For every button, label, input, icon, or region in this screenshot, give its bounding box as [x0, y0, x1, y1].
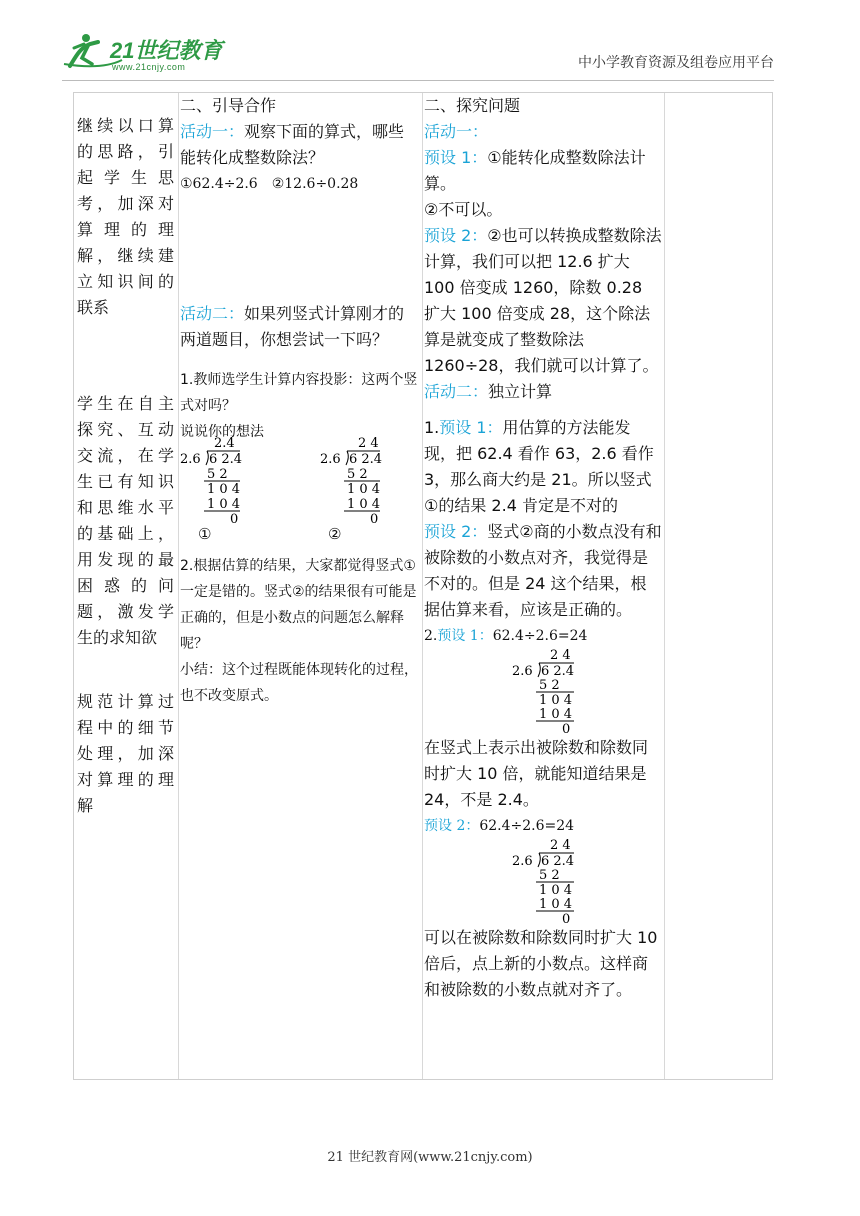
svg-text:2.6: 2.6: [320, 452, 341, 467]
activity-1: 活动一：观察下面的算式，哪些能转化成整数除法？: [180, 122, 405, 167]
logo-url: www.21cnjy.com: [112, 62, 186, 72]
division-pair: [180, 436, 420, 545]
svg-text:2 4: 2 4: [550, 649, 571, 663]
svg-text:5 2: 5 2: [207, 467, 228, 482]
svg-text:2 4: 2 4: [358, 436, 379, 451]
teacher-step-1: 1.教师选学生计算内容投影：这两个竖式对吗？: [180, 372, 418, 414]
header-platform-text: 中小学教育资源及组卷应用平台: [578, 55, 774, 71]
svg-text:5 2: 5 2: [539, 678, 560, 693]
preset-1: 预设 1：①能转化成整数除法计算。: [424, 148, 646, 193]
svg-text:5 2: 5 2: [539, 868, 560, 883]
svg-text:0: 0: [370, 512, 379, 527]
svg-text:2.6: 2.6: [512, 854, 533, 869]
activity-2: 活动二：如果列竖式计算刚才的两道题目，你想尝试一下吗？: [180, 304, 405, 349]
svg-text:1 0 4: 1 0 4: [539, 883, 573, 898]
teacher-step-2: 2.根据估算的结果，大家都觉得竖式①一定是错的。竖式②的结果很有可能是正确的，但是小数点的问题怎么解释呢？: [180, 558, 417, 652]
svg-text:1 0 4: 1 0 4: [207, 482, 241, 497]
teacher-column: [178, 93, 422, 709]
answer-4: 预设 2：62.4÷2.6=24: [424, 818, 575, 834]
svg-text:2 4: 2 4: [550, 839, 571, 853]
intent-para-3: 规范计算过 程中的细节 处理，加深 对算理的理 解: [77, 692, 174, 815]
teacher-step-1b: 说说你的想法: [180, 424, 264, 440]
long-division-1: [180, 435, 270, 533]
svg-text:1 0 4: 1 0 4: [347, 497, 381, 512]
svg-text:6 2.4: 6 2.4: [349, 452, 383, 467]
answer-4-text: 可以在被除数和除数同时扩大 10 倍后，点上新的小数点。这样商和被除数的小数点就对齐了。: [424, 928, 658, 999]
column-divider: [664, 93, 665, 1079]
division-3-wrap: [424, 649, 662, 735]
label-circle-1: ①: [198, 525, 212, 543]
footer-text: 21 世纪教育网(www.21cnjy.com): [327, 1150, 533, 1165]
svg-text:0: 0: [562, 722, 571, 735]
header-divider: [62, 80, 774, 81]
division-4-wrap: [424, 839, 662, 925]
intent-para-1: 继续以口算 的思路，引 起学生思 考，加深对 算理的理 解，继续建 立知识间的 联系: [77, 116, 174, 317]
svg-text:1 0 4: 1 0 4: [207, 497, 241, 512]
activity-1-label: 活动一：: [424, 122, 489, 141]
svg-text:5 2: 5 2: [347, 467, 368, 482]
answer-3-text: 在竖式上表示出被除数和除数同时扩大 10 倍，就能知道结果是 24，不是 2.4。: [424, 738, 649, 809]
svg-text:1 0 4: 1 0 4: [539, 693, 573, 708]
preset-2: 预设 2：②也可以转换成整数除法计算，我们可以把 12.6 扩大 100 倍变成 1260，除数 0.28 扩大 100 倍变成 28，这个除法算是就变成了整数除法 1260÷28，我们就可以计算了。: [424, 226, 662, 375]
svg-text:2.6: 2.6: [512, 664, 533, 679]
svg-text:1 0 4: 1 0 4: [539, 897, 573, 912]
svg-text:6 2.4: 6 2.4: [541, 664, 575, 679]
answer-2: 预设 2：竖式②商的小数点没有和被除数的小数点对齐，我觉得是不对的。但是 24 这个结果，根据估算来看，应该是正确的。: [424, 522, 662, 619]
lesson-table: [73, 92, 773, 1080]
logo-text: 21世纪教育: [110, 38, 223, 63]
long-division-2: [320, 435, 410, 533]
activity-1-expressions: ①62.4÷2.6 ②12.6÷0.28: [180, 176, 359, 192]
label-circle-2: ②: [328, 525, 342, 543]
long-division-4: [512, 839, 602, 925]
svg-text:0: 0: [230, 512, 239, 527]
student-column: [422, 93, 664, 1003]
answer-3: 2.预设 1：62.4÷2.6=24: [424, 628, 588, 644]
svg-text:6 2.4: 6 2.4: [541, 854, 575, 869]
section-title: 二、探究问题: [424, 96, 521, 115]
activity-2: 活动二：独立计算: [424, 382, 553, 401]
long-division-3: [512, 649, 602, 735]
svg-text:2.6: 2.6: [180, 452, 201, 467]
svg-text:0: 0: [562, 912, 571, 925]
svg-text:1 0 4: 1 0 4: [539, 707, 573, 722]
svg-text:1 0 4: 1 0 4: [347, 482, 381, 497]
answer-1: 1.预设 1：用估算的方法能发现，把 62.4 看作 63，2.6 看作 3，那么商大约是 21。所以竖式①的结果 2.4 肯定是不对的: [424, 418, 654, 515]
section-title: 二、引导合作: [180, 96, 277, 115]
summary: 小结：这个过程既能体现转化的过程，也不改变原式。: [180, 662, 418, 704]
svg-text:2.4: 2.4: [214, 436, 235, 451]
svg-text:6 2.4: 6 2.4: [209, 452, 243, 467]
intent-para-2: 学生在自主 探究、互动 交流，在学 生已有知识 和思维水平 的基础上， 用发现的最 困惑的问 题，激发学 生的求知欲: [77, 394, 174, 647]
preset-1b: ②不可以。: [424, 200, 503, 219]
